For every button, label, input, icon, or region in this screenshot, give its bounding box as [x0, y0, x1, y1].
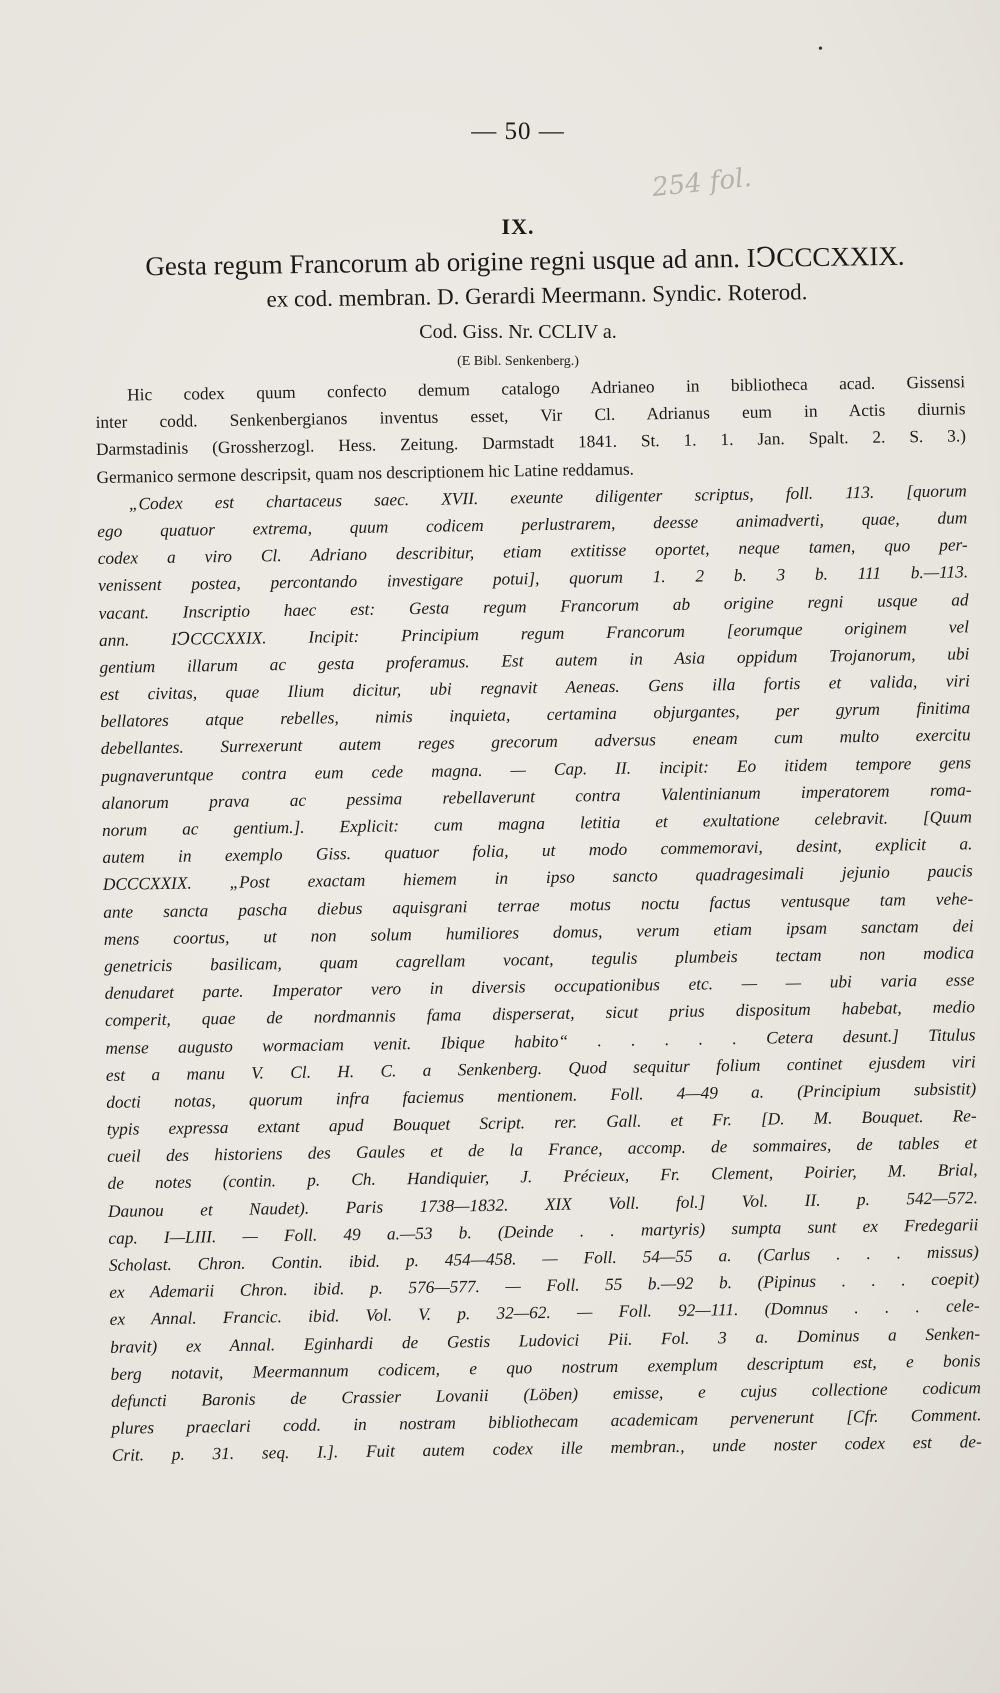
text-line: inter codd. Senkenbergianos inventus esset, Vir Cl. Adrianus eum in Actis diurnis — [95, 399, 966, 433]
text-line: genetricis basilicam, quam cagrellam vocant, tegulis plumbeis tectam non modica — [104, 943, 975, 976]
text-line: de notes (contin. p. Ch. Handiquier, J. Précieux, Fr. Clement, Poirier, M. Brial, — [107, 1160, 978, 1194]
text-line: berg notavit, Meermannum codicem, e quo nostrum exemplum descriptum est, e bonis — [110, 1350, 981, 1384]
page-number: — 50 — — [471, 118, 565, 145]
text-line: codex a viro Cl. Adriano describitur, etiam extitisse oportet, neque tamen, quo per- — [97, 535, 968, 569]
text-line: bravit) ex Annal. Eginhardi de Gestis Ludovici Pii. Fol. 3 a. Dominus a Senken- — [110, 1323, 981, 1357]
text-line: docti notas, quorum infra faciemus mentionem. Foll. 4—49 a. (Principium subsistit) — [106, 1079, 977, 1112]
text-line: venissent postea, percontando investigare potui], quorum 1. 2 b. 3 b. 111 b.—113. — [98, 562, 969, 596]
text-line: Scholast. Chron. Contin. ibid. p. 454—458. — Foll. 54—55 a. (Carlus . . . missus) — [108, 1242, 979, 1275]
page-subtitle: ex cod. membran. D. Gerardi Meermann. Syndic. Roterod. — [266, 279, 808, 312]
text-line: „Codex est chartaceus saec. XVII. exeunte diligenter scriptus, foll. 113. [quorum — [128, 481, 967, 514]
text-line: est civitas, quae Ilium dicitur, ubi regnavit Aeneas. Gens illa fortis et valida, viri — [99, 671, 970, 705]
text-line: alanorum prava ac pessima rebellaverunt contra Valentinianum imperatorem roma- — [101, 780, 972, 813]
text-line: Daunou et Naudet). Paris 1738—1832. XIX Voll. fol.] Vol. II. p. 542—572. — [107, 1187, 979, 1221]
text-line: debellantes. Surrexerunt autem reges grecorum adversus eneam cum multo exercitu — [100, 725, 971, 759]
page-title: Gesta regum Francorum ab origine regni usque ad ann. IↃCCCXXIX. — [145, 240, 905, 282]
text-line: cap. I—LIII. — Foll. 49 a.—53 b. (Deinde . . martyris) sumpta sunt ex Fredegarii — [108, 1215, 979, 1248]
text-line: ann. IↃCCCXXIX. Incipit: Principium regum Francorum [eorumque originem vel — [98, 616, 970, 650]
text-line: est a manu V. Cl. H. C. a Senkenberg. Quod sequitur folium continet ejusdem viri — [105, 1051, 976, 1085]
section-numeral: IX. — [501, 214, 535, 239]
text-line: denudaret parte. Imperator vero in diversis occupationibus etc. — — ubi varia esse — [104, 970, 975, 1004]
text-line: plures praeclari codd. in nostram bibliothecam academicam pervenerunt [Cfr. Comment. — [111, 1405, 982, 1438]
text-line: gentium illarum ac gesta proferamus. Est autem in Asia oppidum Trojanorum, ubi — [99, 644, 970, 677]
text-line: vacant. Inscriptio haec est: Gesta regum Francorum ab origine regni usque ad — [98, 589, 969, 623]
text-line: mens coortus, ut non solum humiliores domus, verum etiam ipsam sanctam dei — [103, 916, 974, 949]
text-line: typis expressa extant apud Bouquet Script. rer. Gall. et Fr. [D. M. Bouquet. Re- — [106, 1106, 977, 1139]
text-line: ante sancta pascha diebus aquisgrani terrae motus noctu factus ventusque tam vehe- — [103, 888, 974, 922]
text-line: mense augusto wormaciam venit. Ibique habito“ . . . . . Cetera desunt.] Titulus — [105, 1024, 976, 1058]
pencil-annotation: 254 fol. — [650, 162, 754, 204]
body-text — [95, 368, 982, 1469]
text-line: bellatores atque rebelles, nimis inquieta, certamina objurgantes, per gyrum finitima — [100, 698, 971, 732]
text-line: ex Ademarii Chron. ibid. p. 576—577. — Foll. 55 b.—92 b. (Pipinus . . . coepit) — [109, 1269, 980, 1303]
text-line: defuncti Baronis de Crassier Lovanii (Löben) emisse, e cujus collectione codicum — [110, 1378, 982, 1411]
text-line: ex Annal. Francic. ibid. Vol. V. p. 32—62. — Foll. 92—111. (Domnus . . . cele- — [109, 1296, 980, 1330]
text-line: comperit, quae de nordmannis fama disperserat, sicut prius dispositum habebat, medio — [104, 997, 976, 1031]
text-line: ego quatuor extrema, quum codicem perlustrarem, deesse animadverti, quae, dum — [97, 508, 968, 541]
codex-identifier: Cod. Giss. Nr. CCLIV a. — [419, 321, 617, 343]
corner-mark: • — [818, 42, 823, 57]
text-line: norum ac gentium.]. Explicit: cum magna letitia et exultatione celebravit. [Quum — [101, 807, 973, 840]
provenance-note: (E Bibl. Senkenberg.) — [457, 354, 579, 369]
text-line: cueil des historiens des Gaules et de la France, accomp. de sommaires, de tables et — [107, 1133, 978, 1167]
text-line: pugnaveruntque contra eum cede magna. — Cap. II. incipit: Eo itidem tempore gens — [101, 752, 972, 786]
text-line: Crit. p. 31. seq. I.]. Fuit autem codex ille membran., unde noster codex est de- — [111, 1432, 982, 1466]
text-line: Darmstadinis (Grossherzogl. Hess. Zeitung. Darmstadt 1841. St. 1. 1. Jan. Spalt. 2. S. 3.) — [95, 426, 967, 460]
text-line: Germanico sermone descripsit, quam nos descriptionem hic Latine reddamus. — [96, 459, 635, 487]
text-line: DCCCXXIX. „Post exactam hiemem in ipso sancto quadragesimali jejunio paucis — [102, 861, 973, 895]
text-line: Hic codex quum confecto demum catalogo Adrianeo in bibliotheca acad. Gissensi — [127, 372, 966, 405]
text-line: autem in exemplo Giss. quatuor folia, ut modo commemoravi, desint, explicit a. — [102, 834, 973, 868]
